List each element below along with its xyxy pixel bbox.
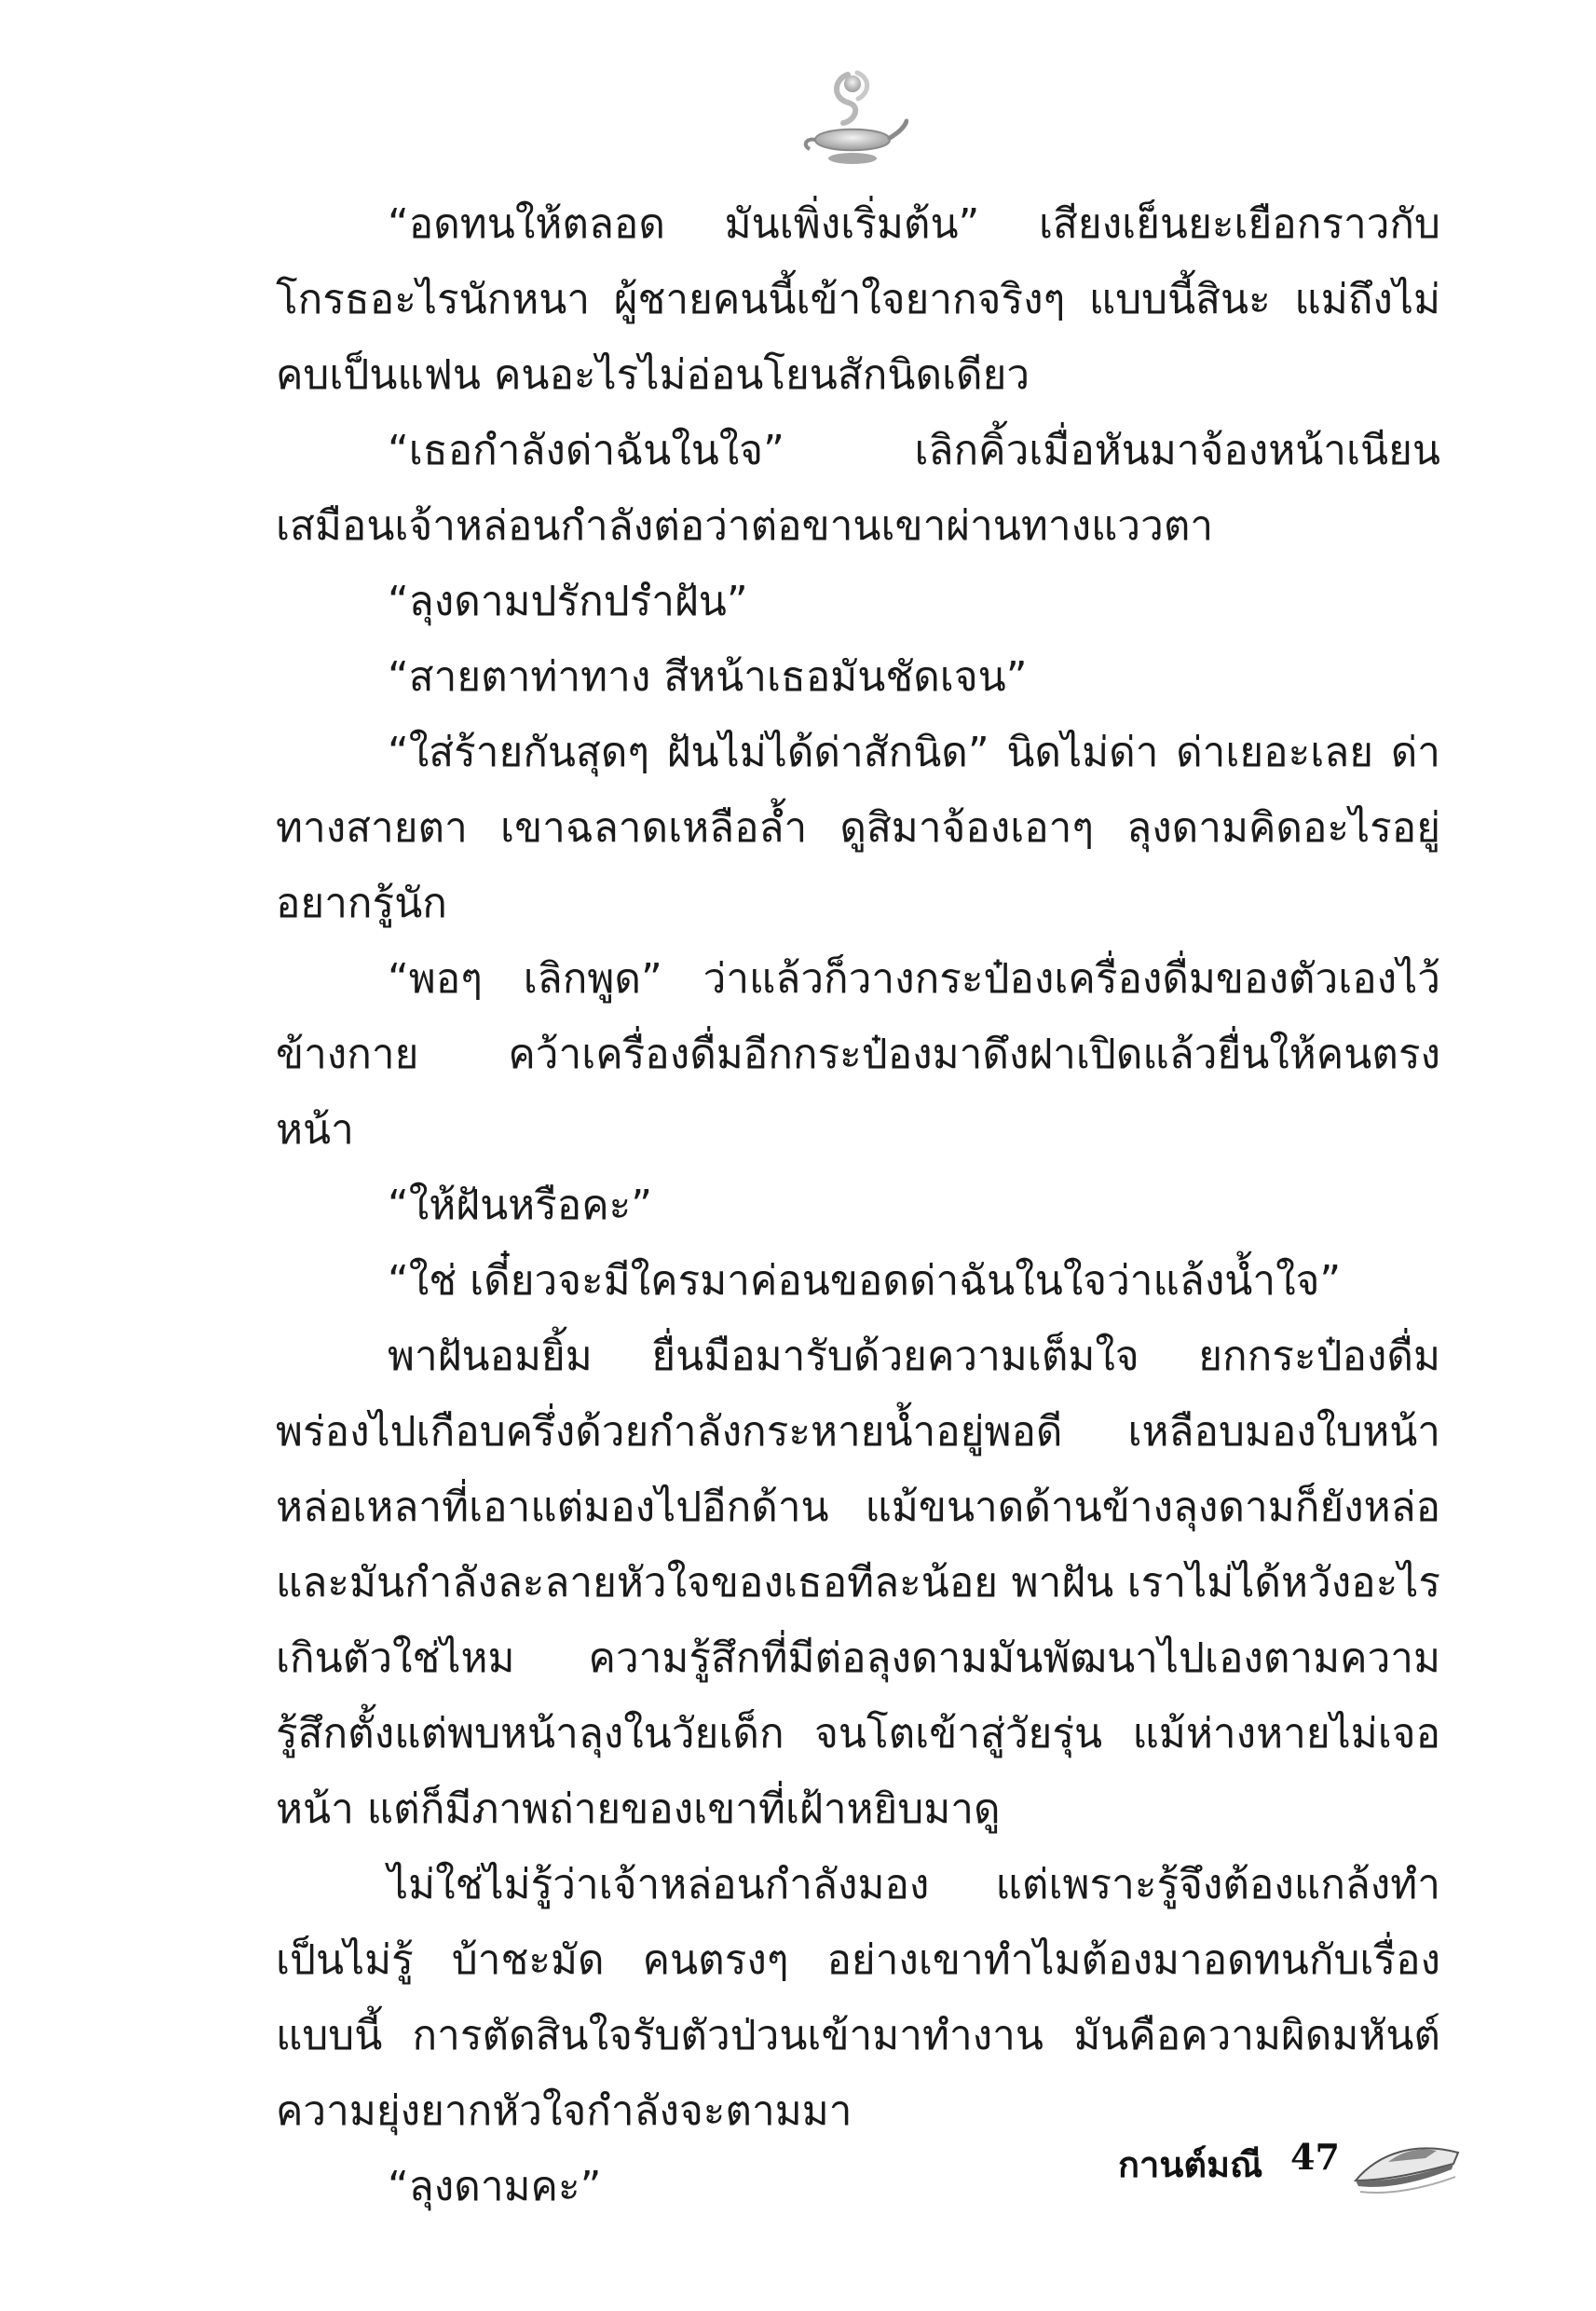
speedboat-icon [1351, 2115, 1463, 2208]
paragraph: “อดทนให้ตลอด มันเพิ่งเริ่มต้น” เสียงเย็นยะเยือกราวกับโกรธอะไรนักหนา ผู้ชายคนนี้เข้าใจยากจริงๆ แบบนี้สินะ แม่ถึงไม่คบเป็นแฟน คนอะไรไม่อ่อนโยนสักนิดเดียว [276, 200, 1440, 399]
paragraph: “ลุงดามคะ” [388, 2163, 602, 2210]
book-title: กานต์มณี [1118, 2143, 1263, 2185]
magic-lamp-icon [797, 65, 908, 172]
paragraph: ไม่ใช่ไม่รู้ว่าเจ้าหล่อนกำลังมอง แต่เพราะรู้จึงต้องแกล้งทำเป็นไม่รู้ บ้าชะมัด คนตรงๆ อย่างเขาทำไมต้องมาอดทนกับเรื่องแบบนี้ การตัดสินใจรับตัวป่วนเข้ามาทำงาน มันคือความผิดมหันต์ ความยุ่งยากหัวใจกำลังจะตามมา [276, 1861, 1440, 2135]
story-text [276, 186, 1440, 2224]
page-footer [1118, 2115, 1453, 2218]
paragraph: “ลุงดามปรักปรำฝัน” [388, 578, 748, 625]
paragraph: “เธอกำลังด่าฉันในใจ” เลิกคิ้วเมื่อหันมาจ้องหน้าเนียน เสมือนเจ้าหล่อนกำลังต่อว่าต่อขานเขาผ่านทางแววตา [276, 427, 1440, 550]
paragraph: “ใช่ เดี๋ยวจะมีใครมาค่อนขอดด่าฉันในใจว่าแล้งน้ำใจ” [388, 1257, 1342, 1305]
page-number: 47 [1290, 2136, 1340, 2178]
paragraph: “พอๆ เลิกพูด” ว่าแล้วก็วางกระป๋องเครื่องดื่มของตัวเองไว้ข้างกาย คว้าเครื่องดื่มอีกกระป๋องมาดึงฝาเปิดแล้วยื่นให้คนตรงหน้า [276, 955, 1440, 1154]
paragraph: “ให้ฝันหรือคะ” [388, 1182, 653, 1229]
paragraph: “ใส่ร้ายกันสุดๆ ฝันไม่ได้ด่าสักนิด” นิดไม่ด่า ด่าเยอะเลย ด่าทางสายตา เขาฉลาดเหลือล้ำ ดูสิมาจ้องเอาๆ ลุงดามคิดอะไรอยู่อยากรู้นัก [276, 729, 1440, 927]
paragraph: “สายตาท่าทาง สีหน้าเธอมันชัดเจน” [388, 653, 1028, 701]
paragraph: พาฝันอมยิ้ม ยื่นมือมารับด้วยความเต็มใจ ยกกระป๋องดื่มพร่องไปเกือบครึ่งด้วยกำลังกระหายน้ำอยู่พอดี เหลือบมองใบหน้าหล่อเหลาที่เอาแต่มองไปอีกด้าน แม้ขนาดด้านข้างลุงดามก็ยังหล่อ และมันกำลังละลายหัวใจของเธอทีละน้อย พาฝัน เราไม่ได้หวังอะไรเกินตัวใช่ไหม ความรู้สึกที่มีต่อลุงดามมันพัฒนาไปเองตามความรู้สึกตั้งแต่พบหน้าลุงในวัยเด็ก จนโตเข้าสู่วัยรุ่น แม้ห่างหายไม่เจอหน้า แต่ก็มีภาพถ่ายของเขาที่เฝ้าหยิบมาดู [276, 1333, 1440, 1833]
